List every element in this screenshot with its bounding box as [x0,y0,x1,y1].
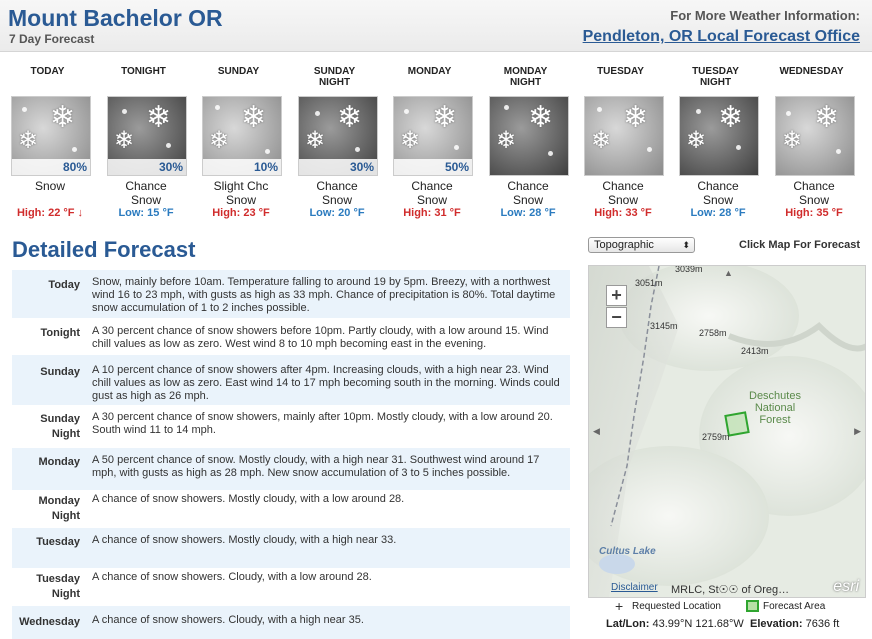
period-temp: Low: 28 °F [500,207,556,219]
forecast-row [12,606,570,639]
period-name: TUESDAY NIGHT [692,66,739,88]
elevation-label: 2759m [702,432,730,442]
elevation-label: 2413m [741,346,769,356]
snow-icon: ❄ ❄ 80% [11,96,91,176]
map-type-value: Topographic [594,239,654,251]
period-short-forecast: Chance Snow [793,179,835,207]
pan-right-icon[interactable]: ▶ [854,426,861,436]
period-temp: High: 31 °F [403,207,461,219]
forecast-area-label: Forecast Area [763,601,826,612]
period-item[interactable] [478,64,573,224]
detailed-forecast-title: Detailed Forecast [12,237,196,262]
forecast-row-text: A 30 percent chance of snow showers before 10pm. Partly cloudy, with a low around 15. Wind chill values as low as zero. West wind 8 to 10 mph becoming east in the evening. [92,325,549,350]
period-short-forecast: Slight Chc Snow [213,179,269,207]
map-hint: Click Map For Forecast [739,239,861,251]
office-link[interactable]: Pendleton, OR Local Forecast Office [582,28,860,45]
forecast-row-label: Today [48,279,80,291]
zoom-in-button[interactable]: + [606,285,627,306]
snow-icon: ❄ ❄ 10% [202,96,282,176]
period-short-forecast: Chance Snow [411,179,453,207]
requested-location-label: Requested Location [632,601,721,612]
forecast-row-text: A chance of snow showers. Mostly cloudy, with a low around 28. [92,493,405,505]
esri-logo: esri [833,578,859,595]
map-attribution: MRLC, St☉☉ of Oreg… [671,584,790,596]
period-item[interactable] [382,64,477,224]
period-short-forecast: Snow [34,179,66,193]
forecast-row-text: A chance of snow showers. Mostly cloudy, with a high near 33. [92,534,397,546]
period-name: MONDAY NIGHT [503,66,548,88]
forecast-area-swatch [746,600,759,612]
forecast-row [12,405,570,448]
snow-icon: ❄ ❄ [489,96,569,176]
precip-chance: 30% [108,159,186,175]
period-item[interactable] [191,64,286,224]
map-type-select[interactable] [588,237,695,253]
forecast-row-text: A chance of snow showers. Cloudy, with a low around 28. [92,571,372,583]
forecast-row-text: A chance of snow showers. Cloudy, with a high near 35. [92,614,364,626]
snow-icon: ❄ ❄ 30% [107,96,187,176]
forecast-row-text: A 10 percent chance of snow showers after 4pm. Increasing clouds, with a high near 23. Wind chill values as low as zero. East wind 14 to 17 mph becoming south in the morning. Winds could gust as high as 26 mph. [92,364,560,402]
forecast-row-label: Tonight [40,327,80,339]
map-legend [615,599,872,615]
precip-chance: 10% [203,159,281,175]
lat-lon-value: 43.99°N 121.68°W [652,618,744,630]
forecast-row-label: Monday [38,456,80,468]
pan-left-icon[interactable]: ◀ [593,426,600,436]
period-temp: Low: 28 °F [690,207,746,219]
forecast-row-text: Snow, mainly before 10am. Temperature falling to around 19 by 5pm. Breezy, with a northwest wind 16 to 23 mph, with gusts as high as 33 mph. Chance of precipitation is 80%. Total daytime snow accumulation of 1 to 2 inches possible. [92,276,556,314]
forecast-row-text: A 30 percent chance of snow showers, mainly after 10pm. Mostly cloudy, with a low around 20. South wind 11 to 14 mph. [92,411,553,436]
chevron-updown-icon: ⬍ [682,240,690,250]
period-temp: Low: 20 °F [309,207,365,219]
snow-icon: ❄ ❄ 50% [393,96,473,176]
period-item[interactable] [96,64,191,224]
forecast-row-text: A 50 percent chance of snow. Mostly cloudy, with a high near 31. Southwest wind around 17 mph, with gusts as high as 28 mph. New snow accumulation of 3 to 5 inches possible. [92,454,540,479]
lat-lon-label: Lat/Lon: [606,618,650,630]
period-short-forecast: Chance Snow [125,179,167,207]
period-name: SUNDAY NIGHT [313,66,356,88]
period-item[interactable] [668,64,763,224]
forecast-row [12,318,570,355]
period-short-forecast: Chance Snow [316,179,358,207]
forecast-row [12,528,570,568]
forecast-row [12,448,570,490]
forecast-row [12,355,570,405]
snow-icon: ❄ ❄ [775,96,855,176]
forecast-row-label: Tuesday Night [36,573,80,600]
snow-icon: ❄ ❄ [679,96,759,176]
snow-icon: ❄ ❄ [584,96,664,176]
forecast-row [12,490,570,528]
period-short-forecast: Chance Snow [507,179,549,207]
disclaimer-link[interactable]: Disclaimer [611,582,658,593]
zoom-out-button[interactable]: − [606,307,627,328]
lake-label: Cultus Lake [599,546,656,557]
forecast-row-label: Wednesday [19,616,80,628]
period-item[interactable] [764,64,859,224]
precip-chance: 80% [12,159,90,175]
period-name: TODAY [30,66,65,77]
forecast-periods [0,64,872,224]
elevation-label: 3051m [635,278,663,288]
elevation-label-text: Elevation: [750,618,803,630]
forecast-row [12,568,570,606]
location-title: Mount Bachelor OR [8,5,223,31]
period-short-forecast: Chance Snow [602,179,644,207]
period-name: WEDNESDAY [779,66,844,77]
period-short-forecast: Chance Snow [697,179,739,207]
period-name: SUNDAY [217,66,260,77]
forecast-row-label: Sunday [40,366,80,378]
period-temp: Low: 15 °F [118,207,174,219]
pan-up-icon[interactable]: ▲ [724,268,733,278]
period-name: MONDAY [407,66,452,77]
period-temp: High: 23 °F [212,207,270,219]
period-temp: High: 35 °F [785,207,843,219]
snow-icon: ❄ ❄ 30% [298,96,378,176]
elevation-label: 3145m [650,321,678,331]
period-item[interactable] [287,64,382,224]
forecast-map[interactable] [588,265,866,598]
period-item[interactable] [0,64,95,224]
elevation-value: 7636 ft [805,618,840,630]
forecast-row [12,270,570,318]
forecast-row-label: Monday Night [38,495,80,522]
forecast-row-label: Tuesday [36,536,80,548]
more-info-label: For More Weather Information: [670,8,860,23]
elevation-label: 2758m [699,328,727,338]
page-header [0,0,872,52]
forecast-subtitle: 7 Day Forecast [9,32,95,46]
period-item[interactable] [573,64,668,224]
forecast-row-label: Sunday Night [40,413,80,440]
forest-label: Deschutes National Forest [749,390,801,426]
lat-lon [606,618,744,630]
precip-chance: 30% [299,159,377,175]
precip-chance: 50% [394,159,472,175]
crosshair-icon: + [615,598,624,614]
period-temp: High: 33 °F [594,207,652,219]
period-name: TUESDAY [597,66,644,77]
period-name: TONIGHT [121,66,166,77]
elevation-label: 3039m [675,265,703,274]
elevation [750,618,839,630]
period-temp: High: 22 °F ↓ [16,207,84,219]
